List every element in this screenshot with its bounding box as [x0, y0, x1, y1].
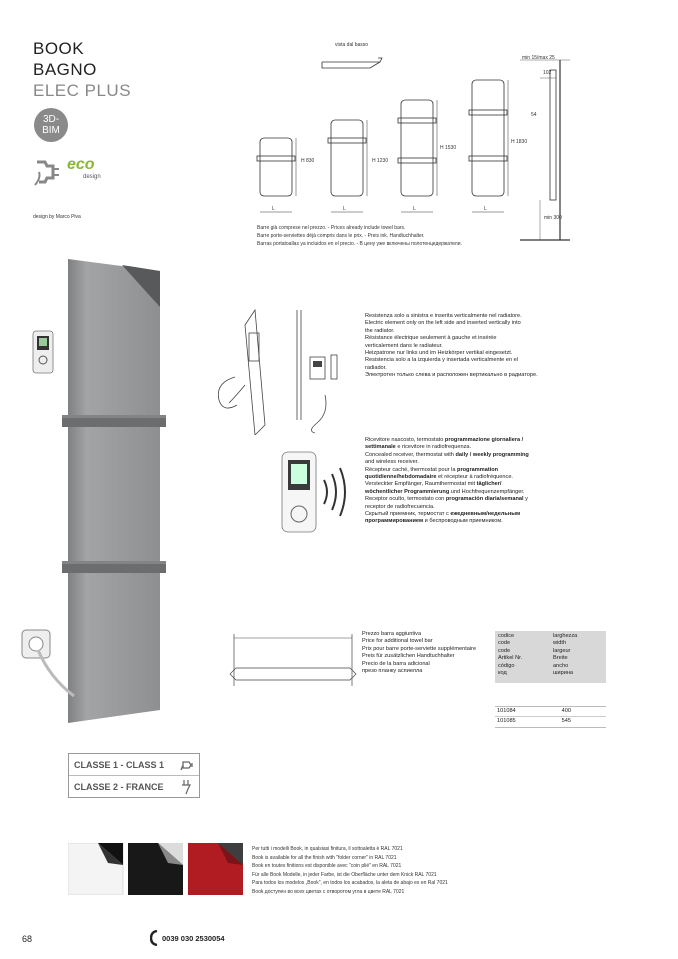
bar-price-it: Prezzo barra aggiuntiva	[362, 631, 422, 637]
row-width: 545	[561, 718, 571, 725]
finish-note-ru: Book доступен во всех цветах с отворотом угла в цвете RAL 7021	[252, 888, 405, 895]
finish-note	[252, 845, 452, 897]
hdr-breite: Breite	[553, 655, 568, 662]
towel-note-2: Barre porte-serviettes déjà compris dans le prix. - Preis ink. Handtuchhalter.	[257, 233, 425, 239]
thermo-l2: e ricevitore in radiofrequenza.	[395, 444, 472, 451]
hdr-codigo: código	[498, 662, 515, 669]
hdr-largeur: largeur	[553, 647, 571, 654]
class-2-label: CLASSE 2 - FRANCE	[74, 781, 164, 792]
height-1530: H 1530	[440, 145, 457, 151]
cable-icon	[180, 779, 194, 795]
wall-socket-icon	[20, 628, 75, 698]
swatch-red[interactable]	[188, 843, 243, 895]
hdr-artikel: Artikel Nr.	[498, 655, 523, 662]
hdr-shirina: ширина	[553, 670, 574, 677]
bar-price-ru: прeзо планку аспиелла	[362, 668, 423, 675]
table-row	[495, 717, 606, 726]
phone-block[interactable]	[150, 930, 225, 946]
thermo-l1: Ricevitore nascosto, termostato	[365, 437, 445, 443]
eco-design-logo	[33, 152, 115, 188]
3d-bim-line1: 3D-	[42, 114, 60, 125]
dim-min300: min 300	[544, 215, 562, 221]
finish-note-it: Per tutti i modelli Book, in qualsiasi finitura, il sottoaletta è RAL 7021	[252, 846, 403, 852]
height-830: H 830	[301, 158, 315, 164]
electric-element-illustration	[205, 305, 355, 435]
element-text-es-1: Resistencia solo a la izquierda y insertada verticalmente en el	[365, 357, 518, 364]
phone-number: 0039 030 2530054	[162, 933, 225, 943]
thermo-l10: receptor de radiofrecuencia.	[365, 503, 435, 510]
thermo-l5b: programmation	[457, 466, 499, 473]
element-text-fr-2: verticalement dans le radiateur.	[365, 342, 443, 349]
codes-table-rows	[495, 706, 606, 728]
towel-note-1: Barre già comprese nel prezzo. - Prices already include towel bars.	[257, 225, 406, 231]
electrical-class-box	[68, 753, 200, 798]
thermo-l8b: wöchentlicher Programmierung	[365, 488, 450, 495]
width-label-1: L	[272, 206, 275, 212]
thermo-l3b: daily / weekly programming	[455, 451, 529, 458]
height-1830: H 1830	[511, 139, 528, 145]
hdr-code-fr: code	[498, 647, 511, 654]
thermo-l5: Récepteur caché, thermostat pour la	[365, 466, 458, 473]
row-code: 101084	[497, 708, 516, 714]
table-row	[495, 707, 606, 717]
3d-bim-badge[interactable]	[34, 108, 68, 142]
hdr-larghezza: larghezza	[553, 633, 578, 639]
bar-price-en: Price for additional towel bar	[362, 638, 433, 645]
top-view-label: vista dal basso	[335, 42, 369, 48]
thermo-l11: Скрытый приемник, термостат с	[365, 511, 451, 518]
hdr-width: width	[553, 640, 567, 647]
element-text-fr-1: Résistance électrique seulement à gauche et insérée	[365, 335, 497, 342]
phone-icon	[150, 930, 159, 946]
hdr-code-en: code	[498, 640, 511, 647]
width-label-4: L	[484, 206, 487, 212]
element-text-ru: Электротен только слева и расположен вертикально в радиаторе.	[365, 372, 538, 379]
codes-table-header	[495, 631, 606, 683]
thermo-l2b: settimanale	[365, 444, 396, 451]
bar-price-text	[362, 631, 492, 675]
finish-note-es: Para todos los modelos „Book", en todos los acabados, la aleta de abajo es en Ral 7021	[252, 880, 448, 887]
class-1-row	[69, 754, 199, 776]
thermostat-device-icon	[32, 330, 54, 374]
thermo-l12: и беспроводным приемником.	[423, 518, 503, 525]
row-width: 400	[561, 708, 571, 714]
thermostat-description	[365, 437, 580, 526]
thermo-l7: Versteckter Empfänger, Raumthermostat mit	[365, 481, 477, 488]
thermo-l6b: quotidienne/hebdomadaire	[365, 474, 437, 481]
width-label-2: L	[343, 206, 346, 212]
finish-note-de: Für alle Book Modelle, in jeder Farbe, ist die Oberfläche unter dem Knick RAL 7021	[252, 871, 437, 878]
thermo-l7b: täglicher/	[476, 481, 502, 488]
thermo-l6: et récepteur à radiofréquence.	[436, 474, 513, 481]
thermo-l9b: programación diaria/semanal	[445, 496, 524, 503]
eco-logo-text: eco	[67, 156, 95, 173]
eco-logo-sub: design	[83, 174, 101, 180]
dim-102: 102	[543, 70, 552, 76]
title-elec-plus: ELEC PLUS	[33, 81, 132, 100]
class-1-label: CLASSE 1 - CLASS 1	[74, 759, 165, 770]
class-2-row	[69, 776, 199, 797]
swatch-white[interactable]	[68, 843, 123, 895]
thermo-l1b: programmazione giornaliera /	[444, 437, 524, 443]
element-text-it: Resistenza solo a sinistra e inserita verticalmente nel radiatore.	[365, 313, 522, 319]
dim-wall: min 15/max 25	[522, 55, 555, 61]
width-label-3: L	[413, 206, 416, 212]
dim-54: 54	[531, 112, 537, 118]
header-width-col	[553, 633, 577, 677]
bar-price-es: Precio de la barra adicional	[362, 660, 430, 667]
title-bagno: BAGNO	[33, 60, 97, 79]
towel-note-3: Barras portatoallas ya incluidos en el precio. - В цену уже включены полотенцедержатели.	[257, 241, 462, 247]
element-description	[365, 313, 575, 380]
thermo-l11b: ежедневным/недельным	[450, 511, 521, 518]
technical-drawings	[230, 50, 575, 250]
swatch-black[interactable]	[128, 843, 183, 895]
bar-price-de: Preis für zusätzlichen Handtuchhalter	[362, 653, 455, 660]
element-text-es-2: radiador.	[365, 364, 387, 371]
thermo-l9c: y	[523, 496, 528, 503]
finish-note-fr: Book en toutes finitions est disponible avec "coin plié" en RAL 7021	[252, 863, 402, 870]
element-text-en-1: Electric element only on the left side and inserted vertically into	[365, 320, 521, 327]
header-code-col	[498, 633, 522, 677]
page-number: 68	[22, 934, 33, 944]
3d-bim-line2: BIM	[42, 125, 60, 136]
finish-note-en: Book is available for all the finish with "folder corner" in RAL 7021	[252, 854, 397, 861]
thermostat-illustration	[278, 450, 358, 535]
title-book: BOOK	[33, 39, 85, 58]
hdr-codice: codice	[498, 633, 515, 639]
plug-icon	[180, 758, 194, 772]
thermo-l12b: программированием	[365, 518, 424, 525]
element-text-en-2: the radiator.	[365, 327, 395, 334]
thermo-l3: Concealed receiver, thermostat with	[365, 451, 456, 458]
finish-swatches	[68, 843, 243, 895]
thermo-l8: und Hochfrequenzempfänger.	[449, 488, 525, 495]
element-text-de: Heizpatrone nur links und im Heizkörper vertikal eingesetzt.	[365, 350, 513, 357]
height-1230: H 1230	[372, 158, 389, 164]
thermo-l9: Receptor oculto, termostato con	[365, 496, 446, 503]
radiator-image	[60, 255, 175, 725]
thermo-l4: and wireless receiver.	[365, 459, 419, 466]
row-code: 101085	[497, 718, 516, 725]
hdr-kod: код	[498, 670, 507, 677]
additional-bar-drawing	[228, 628, 358, 690]
hdr-ancho: ancho	[553, 662, 569, 669]
designer-credit: design by Marco Piva	[33, 214, 81, 220]
bar-price-fr: Prix pour barre porte-serviette supplémentaire	[362, 645, 477, 652]
